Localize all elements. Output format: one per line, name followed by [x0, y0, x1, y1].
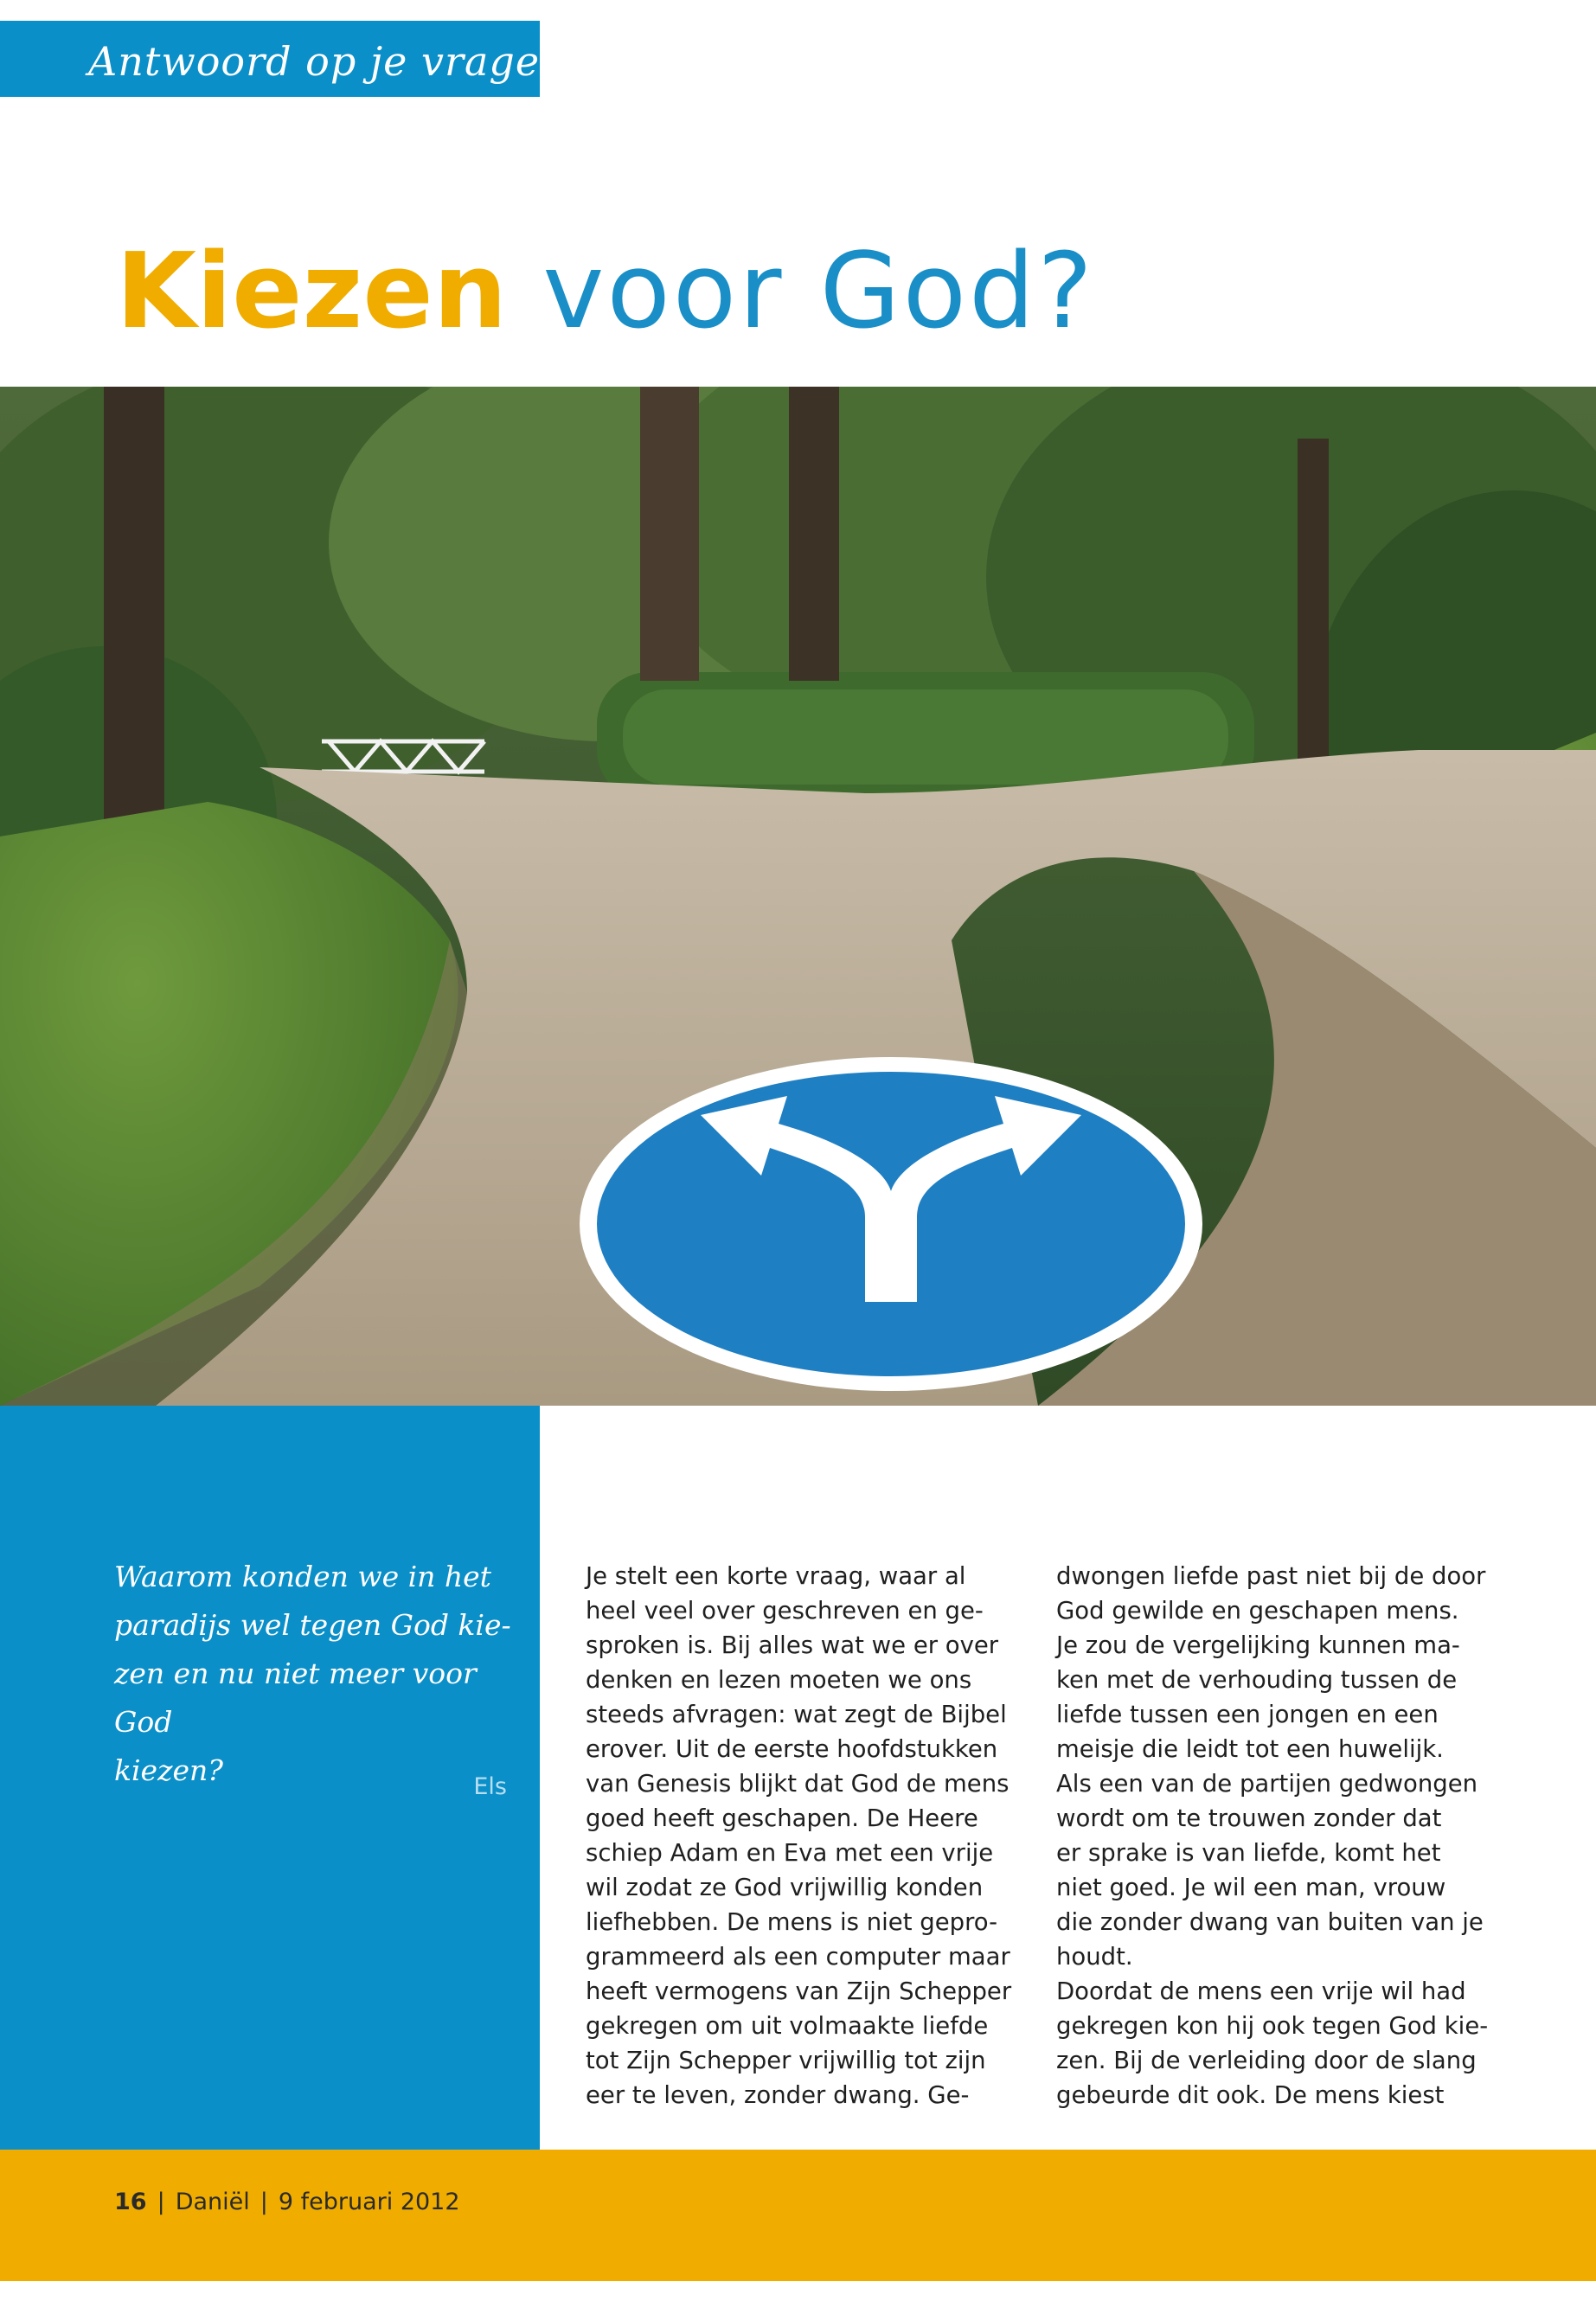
question-line: Waarom konden we in het	[114, 1560, 491, 1593]
body-line: ken met de verhouding tussen de	[1056, 1666, 1458, 1694]
page-title	[116, 232, 1095, 353]
body-line: denken en lezen moeten we ons	[586, 1666, 972, 1694]
page-footer	[114, 2189, 460, 2215]
issue-date: 9 februari 2012	[278, 2189, 460, 2215]
body-line: Je zou de vergelijking kunnen ma-	[1056, 1631, 1460, 1659]
question-panel	[0, 1406, 540, 2150]
body-line: wordt om te trouwen zonder dat	[1056, 1804, 1442, 1832]
section-tab	[0, 21, 567, 97]
body-line: er sprake is van liefde, komt het	[1056, 1839, 1441, 1867]
body-line: wil zodat ze God vrijwillig konden	[586, 1874, 984, 1901]
hero-photo	[0, 387, 1596, 1406]
magazine-name: Daniël	[175, 2189, 250, 2215]
reader-question	[114, 1553, 512, 1795]
body-line: goed heeft geschapen. De Heere	[586, 1804, 978, 1832]
body-line: gekregen om uit volmaakte liefde	[586, 2012, 989, 2040]
body-line: van Genesis blijkt dat God de mens	[586, 1770, 1010, 1798]
body-line: dwongen liefde past niet bij de door	[1056, 1562, 1486, 1590]
direction-sign-icon	[580, 1057, 1202, 1391]
question-line: paradijs wel tegen God kie-	[114, 1608, 511, 1642]
body-line: steeds afvragen: wat zegt de Bijbel	[586, 1701, 1007, 1728]
body-line: heeft vermogens van Zijn Schepper	[586, 1977, 1012, 2005]
body-line: gekregen kon hij ook tegen God kie-	[1056, 2012, 1489, 2040]
body-line: gebeurde dit ook. De mens kiest	[1056, 2081, 1445, 2109]
title-rest: voor God?	[507, 232, 1095, 352]
body-column-1	[586, 1559, 1035, 2112]
body-line: God gewilde en geschapen mens.	[1056, 1597, 1459, 1625]
question-asker: Els	[473, 1773, 507, 1800]
page-number: 16	[114, 2189, 147, 2215]
body-line: Als een van de partijen gedwongen	[1056, 1770, 1478, 1798]
body-line: sproken is. Bij alles wat we er over	[586, 1631, 999, 1659]
body-line: schiep Adam en Eva met een vrije	[586, 1839, 994, 1867]
body-line: tot Zijn Schepper vrijwillig tot zijn	[586, 2047, 986, 2074]
body-line: erover. Uit de eerste hoofdstukken	[586, 1735, 998, 1763]
body-line: meisje die leidt tot een huwelijk.	[1056, 1735, 1444, 1763]
body-line: grammeerd als een computer maar	[586, 1943, 1010, 1971]
body-line: heel veel over geschreven en ge-	[586, 1597, 984, 1625]
forked-path-photo	[0, 387, 1596, 1406]
footer-separator: |	[260, 2189, 268, 2215]
body-line: zen. Bij de verleiding door de slang	[1056, 2047, 1477, 2074]
body-line: liefhebben. De mens is niet gepro-	[586, 1908, 998, 1936]
footer-bar	[0, 2150, 1596, 2281]
question-line: kiezen?	[114, 1753, 223, 1787]
question-line: zen en nu niet meer voor God	[114, 1657, 477, 1739]
body-line: niet goed. Je wil een man, vrouw	[1056, 1874, 1446, 1901]
body-line: liefde tussen een jongen en een	[1056, 1701, 1439, 1728]
footer-separator: |	[157, 2189, 165, 2215]
section-label: Antwoord op je vragen	[88, 38, 567, 85]
body-line: houdt.	[1056, 1943, 1133, 1971]
title-accent: Kiezen	[116, 232, 508, 352]
body-line: eer te leven, zonder dwang. Ge-	[586, 2081, 970, 2109]
body-line: Je stelt een korte vraag, waar al	[586, 1562, 966, 1590]
body-line: die zonder dwang van buiten van je	[1056, 1908, 1484, 1936]
body-line: Doordat de mens een vrije wil had	[1056, 1977, 1466, 2005]
body-column-2	[1056, 1559, 1506, 2112]
